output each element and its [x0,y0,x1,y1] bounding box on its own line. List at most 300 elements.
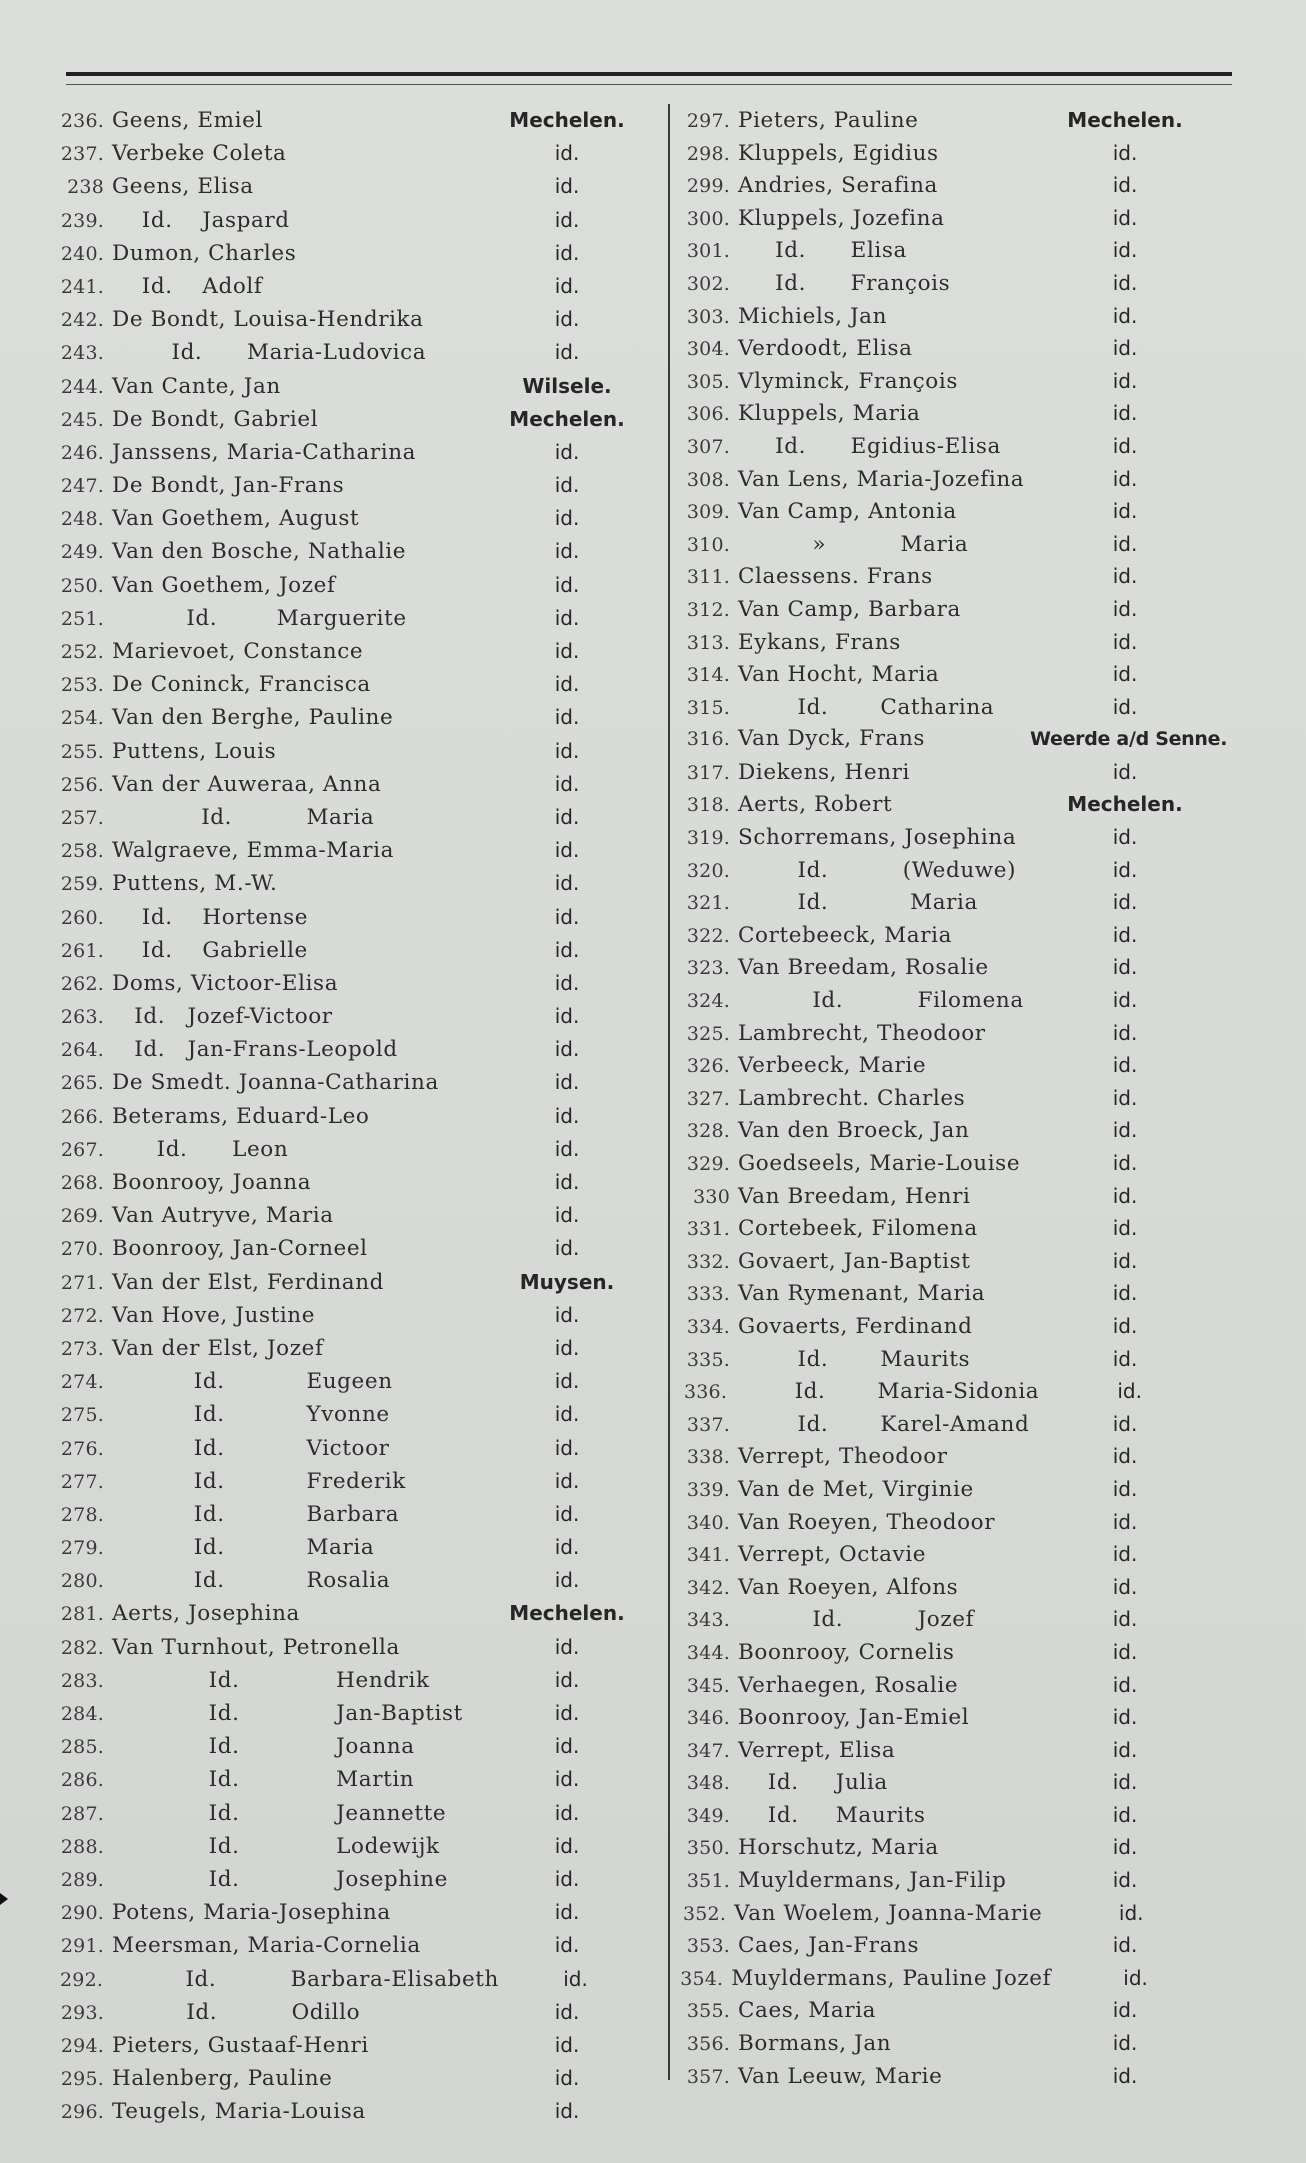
entry-number: 296. [60,2101,104,2124]
entry-place: id. [554,804,580,829]
entry-place: id. [554,1535,580,1560]
entry-number: 350. [686,1837,730,1860]
entry-place: id. [554,1800,580,1825]
entry-place: id. [1112,1020,1138,1045]
entry-number: 336. [683,1381,728,1404]
entry-number: 334. [686,1315,730,1338]
entry-number: 253. [60,674,104,697]
entry-number: 327. [686,1087,730,1110]
entry-name: Id. Barbara [112,1501,400,1527]
list-item [670,658,1220,691]
list-item [670,1603,1220,1636]
entry-number: 254. [60,707,104,730]
list-item [60,735,652,768]
list-item [670,1506,1220,1539]
entry-name: Janssens, Maria-Catharina [112,439,417,465]
list-item [60,1697,652,1730]
entry-name: Verbeke Coleta [112,141,287,167]
entry-number: 284. [60,1703,104,1725]
entry-place: Mechelen. [1067,792,1183,817]
entry-name: Id. Jaspard [112,207,290,233]
entry-number: 285. [60,1736,104,1759]
entry-place: id. [1112,629,1138,654]
list-item [670,919,1220,952]
list-item [60,2062,652,2095]
entry-number: 341. [686,1544,730,1567]
list-item [670,593,1220,626]
entry-place: id. [1112,1085,1138,1110]
list-item [670,1994,1220,2027]
entry-number: 247. [60,475,104,498]
entry-place: id. [554,207,580,232]
entry-name: Van den Berghe, Pauline [112,705,394,731]
entry-name: Id. Joanna [112,1734,415,1760]
list-item [670,951,1220,984]
list-item [60,1166,652,1199]
entry-number: 250. [60,574,104,597]
right-column [670,104,1228,2094]
entry-name: Id. Maria [112,804,375,830]
entry-number: 241. [60,275,104,298]
entry-name: Aerts, Josephina [112,1601,300,1627]
list-item [60,834,652,867]
list-item [670,1636,1220,1669]
entry-name: Puttens, M.-W. [112,871,278,897]
entry-name: De Coninck, Francisca [112,672,371,698]
entry-number: 268. [60,1172,104,1194]
entry-number: 317. [686,761,730,784]
list-item [60,1797,652,1830]
entry-name: Id. Maria [738,890,978,916]
list-item [60,934,652,967]
entry-number: 248. [60,508,104,531]
entry-name: Halenberg, Pauline [112,2066,333,2092]
list-item [60,303,652,336]
entry-place: Mechelen. [1067,108,1183,132]
entry-name: Teugels, Maria-Louisa [112,2099,366,2125]
list-item [60,1730,652,1763]
entry-number: 243. [60,342,104,365]
entry-number: 288. [60,1835,104,1858]
entry-place: id. [1112,1639,1138,1664]
list-item [60,1100,652,1133]
entry-place: Mechelen. [509,108,625,132]
list-item [670,984,1220,1017]
entry-name: De Bondt, Jan-Frans [112,473,345,499]
entry-place: id. [1112,1183,1138,1208]
list-item [60,1929,652,1962]
entry-number: 240. [60,242,104,265]
entry-number: 354. [680,1967,724,1990]
entry-place: id. [1112,1216,1138,1241]
entry-number: 305. [686,370,730,393]
entry-name: Id. Karel-Amand [738,1411,1030,1437]
list-item [670,788,1220,821]
entry-number: 324. [686,990,730,1013]
entry-place: id. [554,1136,580,1161]
entry-name: Van Cante, Jan [112,373,281,399]
entry-name: Doms, Victoor-Elisa [112,970,339,996]
entry-place: id. [554,871,580,896]
entry-place: id. [1112,1411,1138,1436]
entry-number: 259. [60,873,104,896]
entry-number: 283. [60,1669,104,1692]
entry-number: 301. [686,240,730,263]
entry-name: Verrept, Octavie [738,1542,927,1568]
entry-place: id. [554,1103,580,1128]
list-item [60,569,652,602]
list-item [60,502,652,535]
entry-name: Bormans, Jan [738,2031,892,2057]
entry-place: id. [554,1369,580,1394]
entry-place: id. [1112,173,1138,198]
entry-number: 290. [60,1902,104,1925]
list-item [670,430,1220,463]
entry-place: id. [554,1767,580,1792]
entry-number: 347. [686,1739,730,1762]
entry-place: id. [554,439,580,464]
list-item [60,1996,652,2029]
entry-name: Van den Broeck, Jan [738,1118,970,1144]
entry-place: id. [1118,1900,1144,1925]
entry-number: 348. [686,1772,730,1795]
list-item [670,463,1220,496]
entry-name: Walgraeve, Emma-Maria [112,838,395,864]
entry-name: Eykans, Frans [738,629,901,655]
list-item [670,202,1220,235]
list-item [60,602,652,635]
list-item [60,104,652,137]
entry-place: id. [554,1999,580,2024]
entry-number: 309. [686,501,730,524]
entry-name: Van Dyck, Frans [738,726,926,752]
entry-place: id. [554,1435,580,1460]
entry-place: id. [1112,1672,1138,1697]
entry-name: Lambrecht. Charles [738,1085,966,1111]
list-item [60,403,652,436]
entry-number: 275. [60,1404,104,1427]
entry-place: id. [554,340,580,365]
entry-number: 238 [67,176,104,199]
entry-name: Id. Gabrielle [112,937,308,963]
entry-name: Geens, Emiel [112,108,263,133]
entry-place: id. [554,240,580,265]
entry-number: 315. [686,696,730,719]
entry-name: Van Breedam, Rosalie [738,955,989,981]
entry-name: Kluppels, Egidius [738,140,939,166]
entry-number: 236. [60,110,104,132]
entry-place: id. [1112,466,1138,491]
entry-name: Caes, Maria [738,1998,877,2024]
entry-number: 352. [682,1902,727,1925]
entry-place: id. [554,1634,580,1659]
entry-place: id. [1112,1248,1138,1273]
entry-name: Id. Eugeen [112,1369,393,1395]
entry-name: Id. Hendrik [112,1667,430,1693]
entry-name: Id. Victoor [112,1435,390,1461]
entry-number: 308. [686,468,730,491]
entry-number: 286. [60,1769,104,1792]
list-item [60,1299,652,1332]
entry-number: 349. [686,1804,730,1827]
list-item [670,300,1220,333]
list-item [60,1631,652,1664]
entry-place: id. [1112,2063,1138,2088]
entry-number: 323. [686,957,730,980]
list-item [60,1531,652,1564]
list-item [60,867,652,900]
entry-place: id. [554,838,580,863]
entry-number: 287. [60,1802,104,1825]
entry-place: id. [1112,564,1138,589]
entry-name: Van Breedam, Henri [738,1183,971,1209]
entry-number: 278. [60,1503,104,1526]
entry-place: id. [1112,205,1138,230]
list-item [60,1332,652,1365]
list-item [60,270,652,303]
entry-number: 318. [686,794,730,817]
entry-name: Van Autryve, Maria [112,1203,334,1229]
list-item [60,1763,652,1796]
entry-number: 329. [686,1153,730,1175]
entry-name: Id. Leon [112,1136,289,1162]
list-item [670,137,1220,170]
entry-place: id. [1112,401,1138,426]
entry-number: 258. [60,840,104,863]
list-item [60,701,652,734]
entry-place: Mechelen. [509,406,625,431]
entry-place: Wilsele. [522,373,612,398]
entry-number: 294. [60,2034,104,2057]
list-item [670,234,1220,267]
entry-name: Boonrooy, Jan-Emiel [738,1705,970,1731]
entry-number: 267. [60,1138,104,1161]
list-item [670,1343,1220,1376]
entry-number: 303. [686,305,730,328]
entry-number: 356. [686,2033,730,2056]
entry-name: Id. Marguerite [112,605,407,631]
entry-place: id. [1112,1705,1138,1730]
entry-number: 355. [686,2000,730,2023]
entry-name: Id. Egidius-Elisa [738,433,1001,459]
list-item [670,169,1220,202]
entry-number: 316. [686,728,730,751]
entry-place: id. [1112,1607,1138,1632]
entry-place: id. [554,1866,580,1891]
entry-place: id. [1112,1346,1138,1371]
entry-number: 239. [60,209,104,232]
entry-place: id. [1112,1933,1138,1958]
entry-number: 337. [686,1413,730,1436]
entry-number: 249. [60,541,104,564]
entry-name: Id. Adolf [112,273,263,299]
entry-name: De Bondt, Gabriel [112,406,319,432]
entry-number: 302. [686,272,730,295]
entry-name: Id. Jan-Baptist [112,1701,463,1726]
entry-number: 299. [686,175,730,198]
entry-number: 244. [60,375,104,398]
entry-name: Verbeeck, Marie [738,1053,927,1079]
entry-name: Van Hove, Justine [112,1302,316,1328]
list-item [670,1538,1220,1571]
entry-place: id. [554,1734,580,1759]
entry-place: id. [554,572,580,597]
list-item [670,1245,1220,1278]
entry-name: Van Woelem, Joanna-Marie [734,1900,1043,1926]
list-item [670,821,1220,854]
entry-name: Id. Filomena [738,988,1024,1014]
entry-place: id. [1112,694,1138,719]
entry-number: 257. [60,806,104,829]
entry-place: id. [1112,1574,1138,1599]
entry-name: Govaerts, Ferdinand [738,1313,973,1339]
entry-name: Id. Elisa [738,238,907,264]
entry-name: Id. Hortense [112,904,309,930]
list-item [60,1398,652,1431]
entry-place: id. [554,1070,580,1095]
entry-place: id. [554,1302,580,1327]
list-item [670,1049,1220,1082]
list-item [670,104,1220,137]
entry-number: 292. [60,1968,104,1991]
list-item [60,668,652,701]
list-item [670,723,1228,756]
entry-name: Id. Catharina [738,694,995,720]
entry-place: id. [554,1833,580,1858]
entry-place: id. [1112,499,1138,524]
list-item [670,1701,1220,1734]
entry-place: id. [554,904,580,929]
entry-number: 319. [686,827,730,850]
entry-number: 311. [686,566,730,589]
entry-number: 346. [686,1707,730,1730]
entry-place: id. [1112,1281,1138,1306]
entry-name: Lambrecht, Theodoor [738,1020,986,1046]
entry-name: Van de Met, Virginie [738,1476,974,1502]
list-item [670,1734,1220,1767]
list-item [60,436,652,469]
entry-number: 237. [60,143,104,166]
list-item [60,170,652,203]
list-item [670,1310,1220,1343]
entry-name: Id. Maria [112,1535,375,1561]
entry-name: Id. Julia [738,1770,888,1796]
entry-number: 264. [60,1039,104,1062]
entry-number: 289. [60,1868,104,1891]
entry-name: Id. Rosalia [112,1568,391,1594]
entry-place: id. [1112,1444,1138,1469]
entry-number: 271. [60,1271,104,1294]
list-item [60,801,652,834]
entry-number: 310. [686,533,730,556]
list-item [670,626,1220,659]
list-item [670,1473,1220,1506]
entry-place: id. [554,506,580,531]
entry-number: 262. [60,972,104,995]
list-item [670,1864,1220,1897]
entry-place: id. [1112,596,1138,621]
entry-number: 263. [60,1006,104,1029]
entry-place: id. [1112,1151,1138,1175]
entry-place: id. [554,1468,580,1493]
entry-place: id. [1117,1379,1142,1404]
entry-place: id. [554,1037,580,1062]
list-item [60,1365,652,1398]
list-item [670,1277,1220,1310]
entry-name: Cortebeek, Filomena [738,1216,978,1242]
entry-name: Van Rymenant, Maria [738,1281,986,1307]
entry-place: id. [554,672,580,697]
entry-name: Van Camp, Barbara [738,596,961,622]
list-item [60,901,652,934]
entry-number: 314. [686,664,730,687]
list-item [670,854,1220,887]
entry-place: id. [554,1667,580,1692]
list-item [60,1896,652,1929]
entry-name: Id. Jeannette [112,1800,447,1826]
entry-name: Van Hocht, Maria [738,662,940,688]
entry-place: id. [554,705,580,730]
entry-place: id. [1112,955,1138,980]
list-item [60,535,652,568]
entry-place: id. [554,273,580,298]
entry-number: 332. [686,1250,730,1273]
list-item [60,1498,652,1531]
list-item [60,967,652,1000]
entry-number: 242. [60,309,104,332]
list-item [670,1408,1220,1441]
entry-number: 342. [686,1576,730,1599]
entry-name: Id. Frederik [112,1468,406,1494]
entry-place: id. [1112,531,1138,556]
entry-number: 298. [686,142,730,165]
entry-name: Verhaegen, Rosalie [738,1672,959,1698]
entry-name: Boonrooy, Jan-Corneel [112,1236,368,1262]
entry-number: 272. [60,1304,104,1327]
entry-name: Verrept, Theodoor [738,1444,948,1470]
list-item [60,1863,652,1896]
list-item [60,768,652,801]
list-item [670,1147,1220,1180]
entry-name: Claessens. Frans [738,564,933,590]
entry-name: Vlyminck, François [738,368,958,394]
entry-place: id. [554,1004,580,1029]
entry-number: 326. [686,1055,730,1078]
list-item [670,560,1220,593]
list-item [60,2095,652,2128]
entry-place: id. [1112,1802,1138,1827]
entry-number: 322. [686,924,730,947]
entry-place: id. [554,1402,580,1427]
entry-number: 270. [60,1238,104,1261]
entry-place: id. [554,738,580,763]
entry-name: Van Roeyen, Alfons [738,1574,959,1600]
entry-place: id. [554,174,580,199]
list-item [670,1897,1220,1930]
entry-name: Id. Maria-Ludovica [112,340,427,366]
list-item [60,1000,652,1033]
list-item [670,1440,1220,1473]
entry-name: Id. François [738,270,951,296]
entry-place: id. [1112,368,1138,393]
entry-number: 297. [686,110,730,132]
entry-name: Goedseels, Marie-Louise [738,1151,1021,1176]
entry-number: 306. [686,403,730,426]
entry-place: id. [1112,270,1138,295]
entry-place: Muysen. [519,1269,615,1294]
entry-number: 274. [60,1371,104,1394]
entry-place: id. [554,771,580,796]
